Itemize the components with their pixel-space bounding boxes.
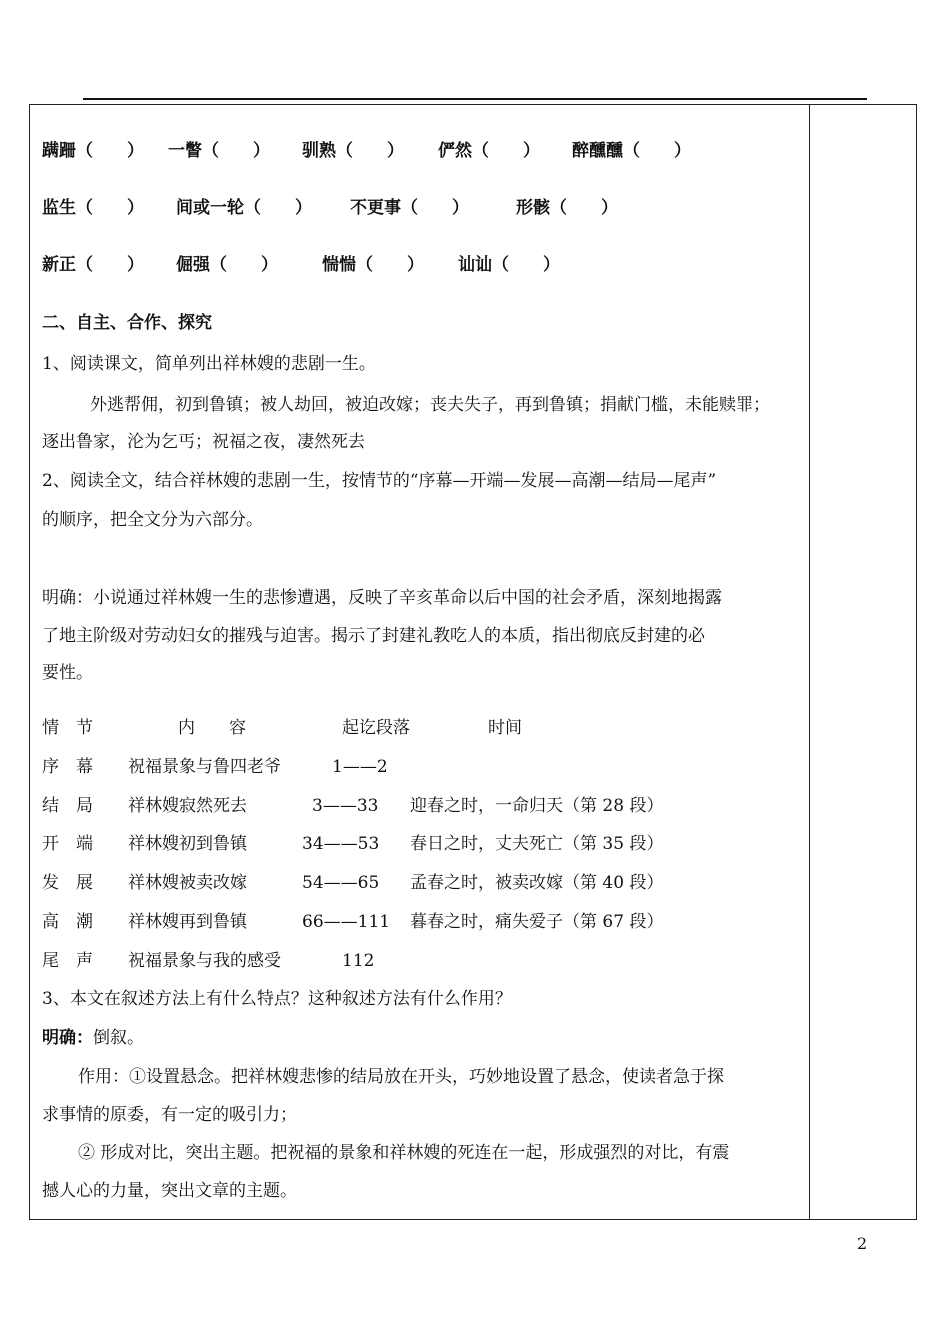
clarification-line-3: 要性。 <box>42 663 93 683</box>
header-cell: 情 节 <box>42 718 93 738</box>
row-cell: 结 局 <box>42 796 93 816</box>
worksheet-table <box>29 104 917 1220</box>
header-cell: 内 容 <box>178 718 246 738</box>
row-cell: 开 端 <box>42 834 93 854</box>
row-cell: 发 展 <box>42 873 93 893</box>
effect-1-line-1: 作用：①设置悬念。把祥林嫂悲惨的结局放在开头，巧妙地设置了悬念，使读者急于探 <box>78 1067 724 1087</box>
row-cell: 祥林嫂初到鲁镇 <box>128 834 247 854</box>
answer-1-line-2: 逐出鲁家，沦为乞丐；祝福之夜，凄然死去 <box>42 432 365 452</box>
row-cell: 祥林嫂被卖改嫁 <box>128 873 247 893</box>
row-cell: 34——53 <box>302 834 380 854</box>
row-cell: 3——33 <box>312 796 379 816</box>
vocab-item: 监生（ ） <box>42 198 144 218</box>
header-cell: 时间 <box>488 718 522 738</box>
vocab-item: 新正（ ） <box>42 255 144 275</box>
row-cell: 暮春之时，痛失爱子（第 67 段） <box>410 912 664 932</box>
table-row <box>42 949 802 973</box>
vocab-item: 一瞥（ ） <box>168 141 270 161</box>
vocab-item: 驯熟（ ） <box>302 141 404 161</box>
answer-3 <box>42 1026 144 1050</box>
section-title: 二、自主、合作、探究 <box>42 313 212 333</box>
question-2-line-1: 2、阅读全文，结合祥林嫂的悲剧一生，按情节的“序幕—开端—发展—高潮—结局—尾声” <box>42 471 717 491</box>
plot-table-header <box>42 716 802 740</box>
vocab-item: 惴惴（ ） <box>322 255 424 275</box>
table-row <box>42 794 802 818</box>
vocab-item: 蹒跚（ ） <box>42 141 144 161</box>
vocab-item: 俨然（ ） <box>438 141 540 161</box>
effect-2-line-2: 撼人心的力量，突出文章的主题。 <box>42 1181 297 1201</box>
row-cell: 112 <box>342 951 375 971</box>
vocab-item: 形骸（ ） <box>516 198 618 218</box>
notes-column-divider <box>809 105 810 1219</box>
answer-1-line-1: 外逃帮佣，初到鲁镇；被人劫回，被迫改嫁；丧夫失子，再到鲁镇；捐献门槛，未能赎罪； <box>90 395 770 415</box>
answer-3-value: 倒叙。 <box>93 1028 144 1048</box>
vocab-item: 间或一轮（ ） <box>176 198 312 218</box>
row-cell: 66——111 <box>302 912 391 932</box>
row-cell: 序 幕 <box>42 757 93 777</box>
vocab-item: 醉醺醺（ ） <box>572 141 691 161</box>
table-row <box>42 871 802 895</box>
vocab-item: 讪讪（ ） <box>458 255 560 275</box>
page-number: 2 <box>857 1234 868 1253</box>
row-cell: 祝福景象与我的感受 <box>128 951 281 971</box>
header-rule <box>83 98 867 100</box>
header-cell: 起讫段落 <box>342 718 410 738</box>
question-3: 3、本文在叙述方法上有什么特点？这种叙述方法有什么作用？ <box>42 989 512 1009</box>
table-row <box>42 910 802 934</box>
clarification-line-1: 明确：小说通过祥林嫂一生的悲惨遭遇，反映了辛亥革命以后中国的社会矛盾，深刻地揭露 <box>42 588 722 608</box>
vocab-item: 不更事（ ） <box>350 198 469 218</box>
clarification-line-2: 了地主阶级对劳动妇女的摧残与迫害。揭示了封建礼教吃人的本质，指出彻底反封建的必 <box>42 626 705 646</box>
question-2-line-2: 的顺序，把全文分为六部分。 <box>42 510 263 530</box>
row-cell: 尾 声 <box>42 951 93 971</box>
effect-2-line-1: ② 形成对比，突出主题。把祝福的景象和祥林嫂的死连在一起，形成强烈的对比，有震 <box>78 1143 730 1163</box>
row-cell: 高 潮 <box>42 912 93 932</box>
row-cell: 祥林嫂再到鲁镇 <box>128 912 247 932</box>
row-cell: 祝福景象与鲁四老爷 <box>128 757 281 777</box>
table-row <box>42 755 802 779</box>
vocab-item: 倔强（ ） <box>176 255 278 275</box>
question-1: 1、阅读课文，简单列出祥林嫂的悲剧一生。 <box>42 354 376 374</box>
row-cell: 迎春之时，一命归天（第 28 段） <box>410 796 664 816</box>
row-cell: 孟春之时，被卖改嫁（第 40 段） <box>410 873 664 893</box>
table-row <box>42 832 802 856</box>
row-cell: 祥林嫂寂然死去 <box>128 796 247 816</box>
row-cell: 1——2 <box>332 757 388 777</box>
effect-1-line-2: 求事情的原委，有一定的吸引力； <box>42 1105 297 1125</box>
row-cell: 54——65 <box>302 873 380 893</box>
row-cell: 春日之时，丈夫死亡（第 35 段） <box>410 834 664 854</box>
answer-3-label: 明确： <box>42 1028 93 1048</box>
